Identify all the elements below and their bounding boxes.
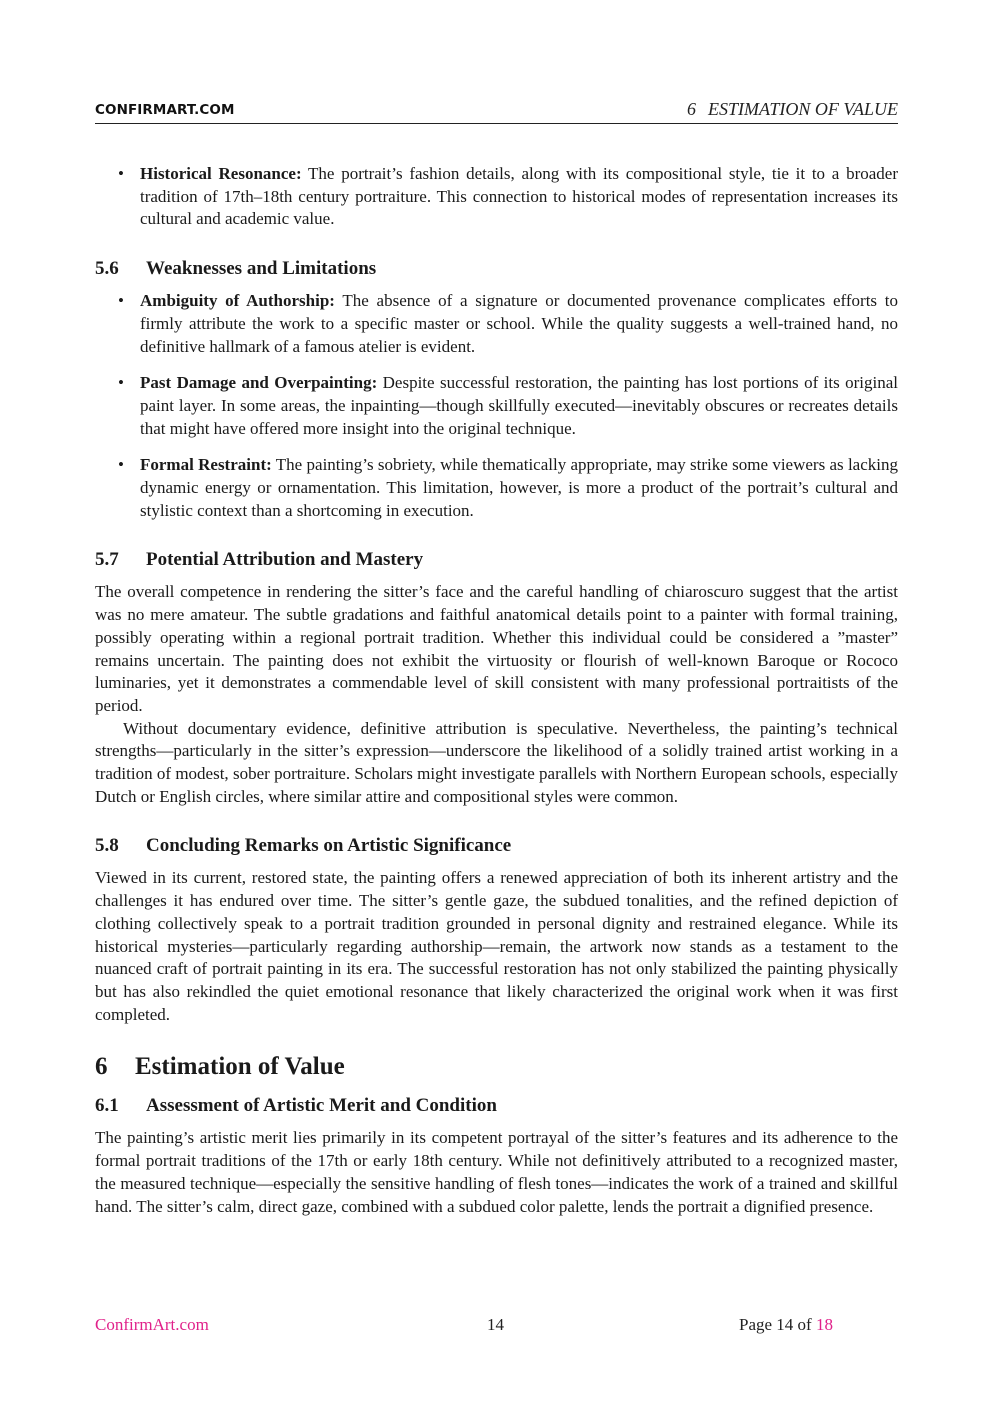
section-heading-5-6 <box>95 256 898 282</box>
section-heading-5-7 <box>95 547 898 573</box>
section-number: 6.1 <box>95 1095 119 1117</box>
bullet-text: The absence of a signature or documented provenance complicates efforts to firmly attribute the work to a specific master or school. While the quality suggests a well-trained hand, no definitive hallmark of a famous atelier is evident. <box>140 291 898 356</box>
footer-site-link[interactable]: ConfirmArt.com <box>95 1315 209 1334</box>
section-number: 5.8 <box>95 835 119 857</box>
section-title: Potential Attribution and Mastery <box>146 549 424 571</box>
section-number: 5.6 <box>95 258 119 280</box>
bullet-icon: • <box>118 291 124 311</box>
list-item <box>95 290 898 358</box>
bullet-text: The portrait’s fashion details, along with its compositional style, tie it to a broader tradition of 17th–18th century portraiture. This connection to historical modes of representation increases its cultural and academic value. <box>140 164 899 229</box>
footer-page-prefix: Page 14 of <box>739 1315 816 1334</box>
bullet-term: Historical Resonance: <box>140 164 302 183</box>
list-item <box>95 372 898 440</box>
intro-bullet-list <box>95 163 898 231</box>
section-heading-6-1 <box>95 1093 898 1119</box>
bullet-icon: • <box>118 455 124 475</box>
section-title: Assessment of Artistic Merit and Condition <box>146 1095 497 1117</box>
bullet-term: Ambiguity of Authorship: <box>140 291 335 311</box>
header-section-number: 6 <box>687 99 697 119</box>
bullet-term: Past Damage and Overpainting: <box>140 373 378 393</box>
header-logo: CONFIRMART.COM <box>95 102 235 118</box>
bullet-text: Despite successful restoration, the painting has lost portions of its original paint layer. In some areas, the inpainting—though skillfully executed—inevitably obscures or recreates details that might have offered more insight into the original technique. <box>140 373 899 438</box>
bullet-text: The painting’s sobriety, while thematically appropriate, may strike some viewers as lacking dynamic energy or ornamentation. This limitation, however, is more a product of the portrait’s cultural and stylistic context than a shortcoming in execution. <box>140 455 898 520</box>
bullet-term: Formal Restraint: <box>140 455 272 475</box>
list-item <box>95 454 898 522</box>
page-body <box>95 163 898 1218</box>
paragraph: Without documentary evidence, definitive attribution is speculative. Nevertheless, the painting’s technical strengths—particularly in the sitter’s expression—underscore the likelihood of a solidly trained artist working in a tradition of modest, sober portraiture. Scholars might investigate parallels with Northern European schools, especially Dutch or English circles, where similar attire and compositional styles were common. <box>95 718 898 806</box>
footer-total-pages-link[interactable]: 18 <box>815 1315 833 1334</box>
header-section-name: ESTIMATION OF VALUE <box>708 99 898 119</box>
bullet-icon: • <box>118 164 124 183</box>
list-item <box>95 163 898 231</box>
footer-page-number: 14 <box>487 1315 504 1334</box>
section-title: Weaknesses and Limitations <box>146 258 377 280</box>
running-header <box>95 99 898 124</box>
bullet-icon: • <box>118 373 124 393</box>
section-title: Concluding Remarks on Artistic Significance <box>146 835 512 857</box>
footer-page-count <box>739 1315 833 1335</box>
section-heading-5-8 <box>95 833 898 859</box>
header-section-title <box>687 99 898 120</box>
section-title: Estimation of Value <box>135 1053 345 1081</box>
running-footer <box>0 1315 993 1339</box>
paragraph: The overall competence in rendering the sitter’s face and the careful handling of chiaroscuro suggest that the artist was no mere amateur. The subtle gradations and faithful anatomical details point to a painter with formal training, possibly operating within a regional portrait tradition. Whether this individual could be considered a ”master” remains uncertain. The painting does not exhibit the virtuosity or flourish of well-known Baroque or Rococo luminaries, yet it demonstrates a commendable level of skill consistent with many professional portraitists of the period. <box>95 582 898 715</box>
section-heading-6 <box>95 1051 898 1083</box>
section-number: 5.7 <box>95 549 119 571</box>
paragraph: The painting’s artistic merit lies primarily in its competent portrayal of the sitter’s features and its adherence to the formal portrait traditions of the 17th or early 18th century. While not definitively attributed to a recognized master, the measured technique—especially the sensitive handling of flesh tones—indicates the work of a trained and skillful hand. The sitter’s calm, direct gaze, combined with a subdued color palette, lends the portrait a dignified presence. <box>95 1128 898 1216</box>
paragraph: Viewed in its current, restored state, the painting offers a renewed appreciation of both its inherent artistry and the challenges it has endured over time. The sitter’s gentle gaze, the subdued tonalities, and the refined depiction of clothing collectively speak to a portrait tradition grounded in personal dignity and restrained elegance. While its historical mysteries—particularly regarding authorship—remain, the artwork now stands as a testament to the nuanced craft of portrait painting in its era. The successful restoration has not only stabilized the painting physically but has also rekindled the quiet emotional resonance that likely characterized the original work when it was first completed. <box>95 868 898 1024</box>
section-number: 6 <box>95 1053 108 1081</box>
weaknesses-list <box>95 290 898 522</box>
